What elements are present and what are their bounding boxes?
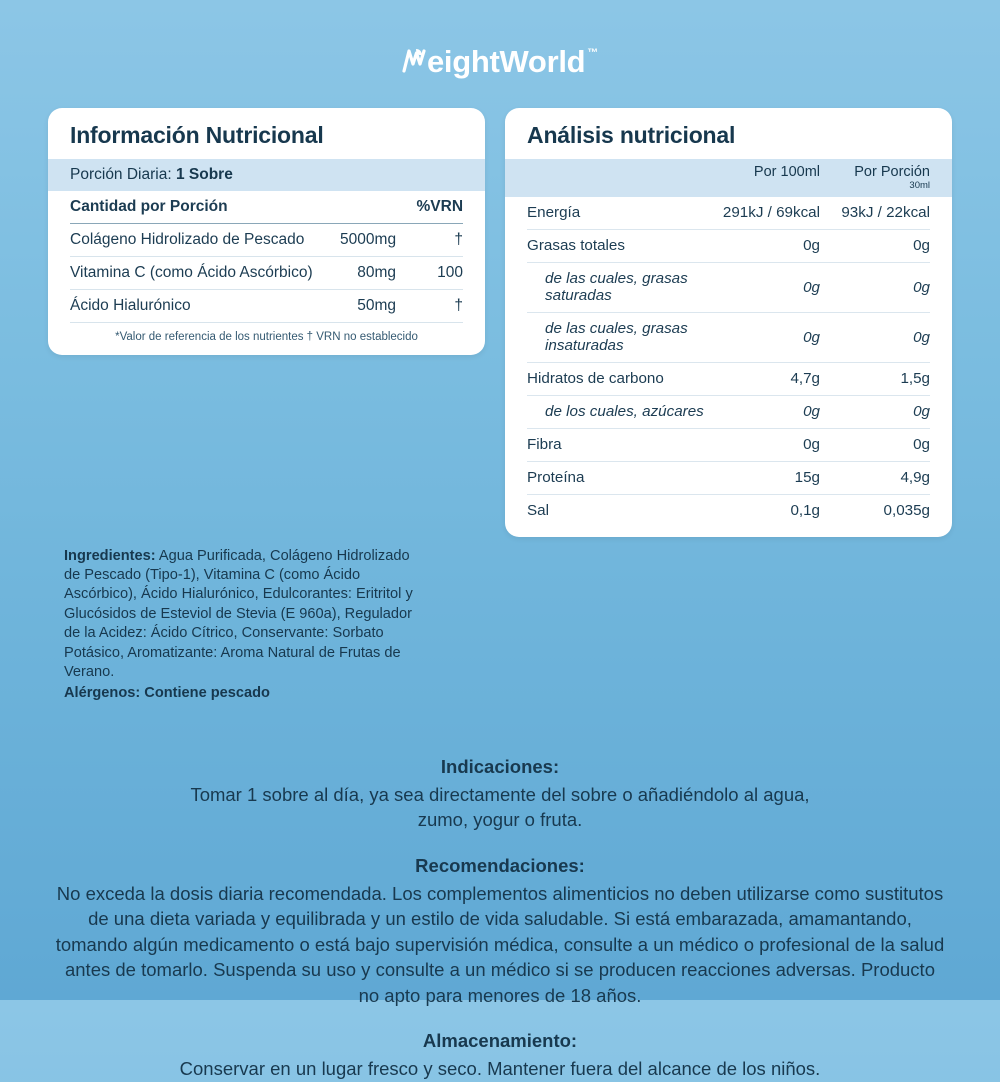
analisis-nutricional-card xyxy=(505,108,952,537)
right-table-wrap xyxy=(505,197,952,537)
nutrient-vrn: 100 xyxy=(404,257,463,290)
analysis-per100ml: 0,1g xyxy=(790,502,820,519)
recomendaciones-body: No exceda la dosis diaria recomendada. Los complementos alimenticios no deben utilizarse como sustitutos de una dieta variada y equilibrada y un estilo de vida saludable. Si está embarazada, amamantando, tomando algún medicamento o está bajo supervisión médica, consulte a un médico o profesional de la salud antes de tomarlo. Suspenda su uso y consulte a un médico si se producen reacciones adversas. Producto no apto para menores de 18 años. xyxy=(55,882,945,1006)
table-row xyxy=(70,224,463,257)
analysis-name: de los cuales, azúcares xyxy=(527,395,714,428)
brand-header xyxy=(0,0,1000,108)
analysis-perportion: 0g xyxy=(826,395,930,428)
analysis-per100ml: 15g xyxy=(714,461,826,494)
per-100ml-header: Por 100ml xyxy=(753,164,820,180)
analysis-name: Grasas totales xyxy=(527,229,714,262)
section-recomendaciones xyxy=(36,855,964,1009)
analysis-perportion: 0g xyxy=(826,229,930,262)
analysis-perportion: 0g xyxy=(826,428,930,461)
supplement-facts-table xyxy=(70,191,463,323)
brand-name: eightWorld xyxy=(426,44,586,79)
indicaciones-body: Tomar 1 sobre al día, ya sea directamente del sobre o añadiéndolo al agua, zumo, yogur o fruta. xyxy=(190,783,810,831)
per-portion-header xyxy=(826,164,930,191)
amount-per-serving-header: Cantidad por Porción xyxy=(70,191,314,224)
analysis-name: Hidratos de carbono xyxy=(527,362,714,395)
analysis-per100ml: 291kJ / 69kcal xyxy=(714,197,826,230)
recomendaciones-title: Recomendaciones: xyxy=(415,854,585,876)
table-row xyxy=(527,461,930,494)
analysis-name: Energía xyxy=(527,197,714,230)
serving-size-bar xyxy=(48,159,485,191)
analysis-per100ml: 0g xyxy=(714,312,826,362)
analysis-perportion: 4,9g xyxy=(826,461,930,494)
nutrient-vrn: † xyxy=(404,224,463,257)
analysis-header-bar xyxy=(505,159,952,197)
header-spacer xyxy=(527,164,714,191)
table-row-sub xyxy=(527,262,930,312)
nutrient-amount: 50mg xyxy=(314,290,404,323)
analysis-perportion: 1,5g xyxy=(826,362,930,395)
nutrient-amount: 80mg xyxy=(314,257,404,290)
table-row xyxy=(527,494,930,527)
analysis-perportion: 0g xyxy=(826,312,930,362)
table-row xyxy=(527,362,930,395)
analysis-name: Proteína xyxy=(527,461,714,494)
right-card-title: Análisis nutricional xyxy=(527,122,736,148)
serving-label: Porción Diaria: xyxy=(70,166,172,183)
analysis-per100ml: 0g xyxy=(714,262,826,312)
nutrition-cards-row xyxy=(0,108,1000,537)
left-table-wrap xyxy=(48,191,485,323)
table-row xyxy=(70,257,463,290)
analysis-perportion: 0g xyxy=(826,262,930,312)
leaf-icon xyxy=(402,47,426,78)
ingredients-block xyxy=(0,537,470,704)
table-row xyxy=(527,428,930,461)
analysis-name: de las cuales, grasas insaturadas xyxy=(527,312,714,362)
nutrient-name: Ácido Hialurónico xyxy=(70,290,314,323)
analysis-name: Sal xyxy=(527,502,549,519)
instructions-sections xyxy=(0,756,1000,1082)
nutritional-analysis-table xyxy=(527,197,930,527)
table-header-row xyxy=(70,191,463,224)
analysis-name: Fibra xyxy=(527,428,714,461)
analysis-per100ml: 4,7g xyxy=(714,362,826,395)
table-row-sub xyxy=(527,312,930,362)
table-row-sub xyxy=(527,395,930,428)
brand-logo xyxy=(402,46,598,77)
serving-value: 1 Sobre xyxy=(175,166,233,183)
trademark-symbol: ™ xyxy=(587,47,598,59)
section-almacenamiento xyxy=(36,1030,964,1082)
analysis-per100ml: 0g xyxy=(714,428,826,461)
ingredients-label: Ingredientes: xyxy=(64,547,156,564)
per-portion-label: Por Porción xyxy=(854,164,930,180)
analysis-per100ml: 0g xyxy=(714,229,826,262)
nutrient-vrn: † xyxy=(404,290,463,323)
analysis-per100ml: 0g xyxy=(714,395,826,428)
almacenamiento-title: Almacenamiento: xyxy=(422,1030,578,1052)
left-card-title: Información Nutricional xyxy=(70,122,324,148)
left-card-footnote: *Valor de referencia de los nutrientes † VRN no establecido xyxy=(115,331,418,343)
per-portion-sublabel: 30ml xyxy=(909,180,930,191)
analysis-perportion: 93kJ / 22kcal xyxy=(826,197,930,230)
analysis-name: de las cuales, grasas saturadas xyxy=(527,262,714,312)
ingredients-text: Agua Purificada, Colágeno Hidrolizado de Pescado (Tipo-1), Vitamina C (como Ácido Ascórbico), Ácido Hialurónico, Edulcorantes: Eritritol y Glucósidos de Esteviol de Stevia (E 960a), Regulador de la Acidez: Ácido Cítrico, Conservante: Sorbato Potásico, Aromatizante: Aroma Natural de Frutas de Verano. xyxy=(64,547,413,680)
informacion-nutricional-card xyxy=(48,108,485,355)
vrn-header: %VRN xyxy=(404,191,463,224)
amount-col-header xyxy=(314,191,404,224)
table-row xyxy=(527,197,930,230)
allergens-text: Alérgenos: Contiene pescado xyxy=(64,685,270,702)
analysis-perportion: 0,035g xyxy=(883,502,930,519)
table-row xyxy=(527,229,930,262)
section-indicaciones xyxy=(36,756,964,833)
almacenamiento-body: Conservar en un lugar fresco y seco. Mantener fuera del alcance de los niños. xyxy=(179,1058,821,1080)
nutrient-amount: 5000mg xyxy=(314,224,404,257)
nutrient-name: Vitamina C (como Ácido Ascórbico) xyxy=(70,257,314,290)
nutrient-name: Colágeno Hidrolizado de Pescado xyxy=(70,224,314,257)
indicaciones-title: Indicaciones: xyxy=(440,755,560,777)
table-row xyxy=(70,290,463,323)
